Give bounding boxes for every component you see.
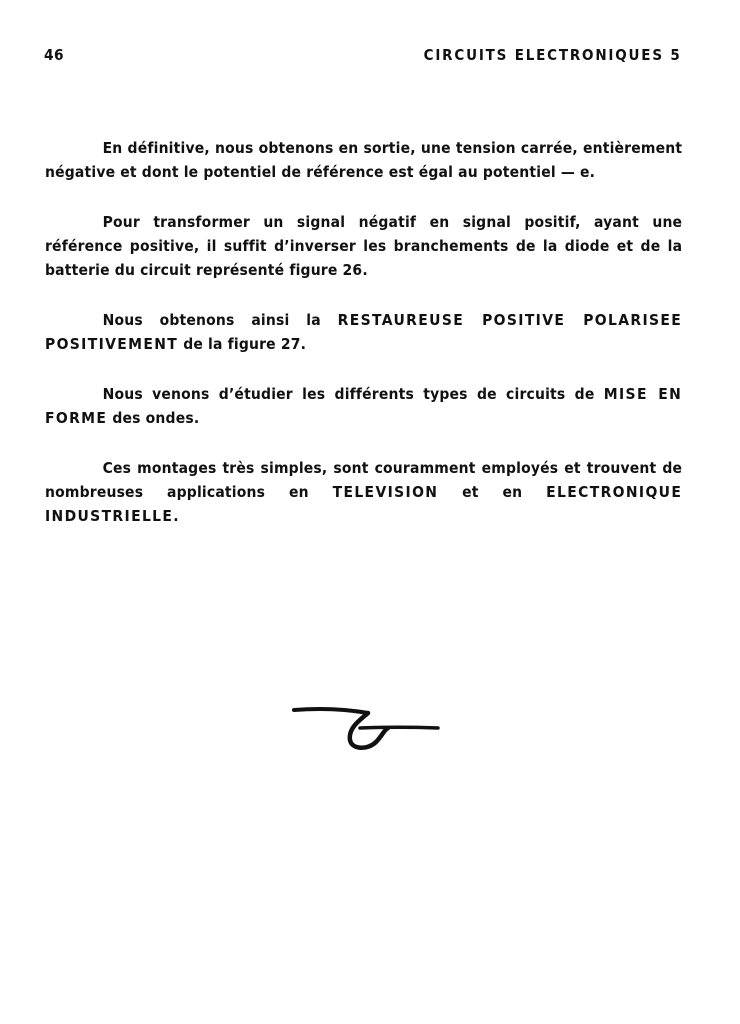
paragraph-3 (45, 308, 682, 356)
running-header: CIRCUITS ELECTRONIQUES 5 (424, 46, 682, 64)
body-text (45, 136, 683, 554)
paragraph-2-text: Pour transformer un signal négatif en signal positif, ayant une référence positive, il suffit d’inverser les branchements de la diode et de la batterie du circuit représenté figure 26. (45, 213, 683, 279)
paragraph-1 (45, 136, 682, 184)
fleuron-right-bar (360, 727, 438, 728)
paragraph-5-text-a: Ces montages très simples, sont couramment employés et trouvent de nombreuses applications en (45, 459, 683, 501)
paragraph-2 (45, 210, 682, 282)
paragraph-4 (45, 382, 682, 430)
paragraph-3-text-a: Nous obtenons ainsi la (102, 311, 338, 329)
end-of-section-fleuron-icon (290, 700, 440, 760)
paragraph-4-text-a: Nous venons d’étudier les différents types de circuits de (102, 385, 604, 403)
paragraph-1-text: En définitive, nous obtenons en sortie, une tension carrée, entièrement négative et dont le potentiel de référence est égal au potentiel — e. (45, 139, 683, 181)
paragraph-3-emphasis: RESTAUREUSE POSITIVE POLARISEE POSITIVEMENT (45, 311, 683, 353)
fleuron-left-bar (294, 709, 368, 713)
paragraph-5-text-c: . (173, 507, 179, 525)
paragraph-5 (45, 456, 682, 528)
paragraph-5-text-b: et en (438, 483, 547, 501)
paragraph-4-text-b: des ondes. (107, 409, 200, 427)
paragraph-5-emphasis-2: ELECTRONIQUE INDUSTRIELLE (45, 483, 683, 525)
page-number: 46 (44, 46, 65, 64)
fleuron-curl (350, 713, 388, 748)
paragraph-4-emphasis: MISE EN FORME (45, 385, 683, 427)
paragraph-5-emphasis-1: TELEVISION (332, 483, 439, 501)
paragraph-3-text-b: de la figure 27. (178, 335, 307, 353)
